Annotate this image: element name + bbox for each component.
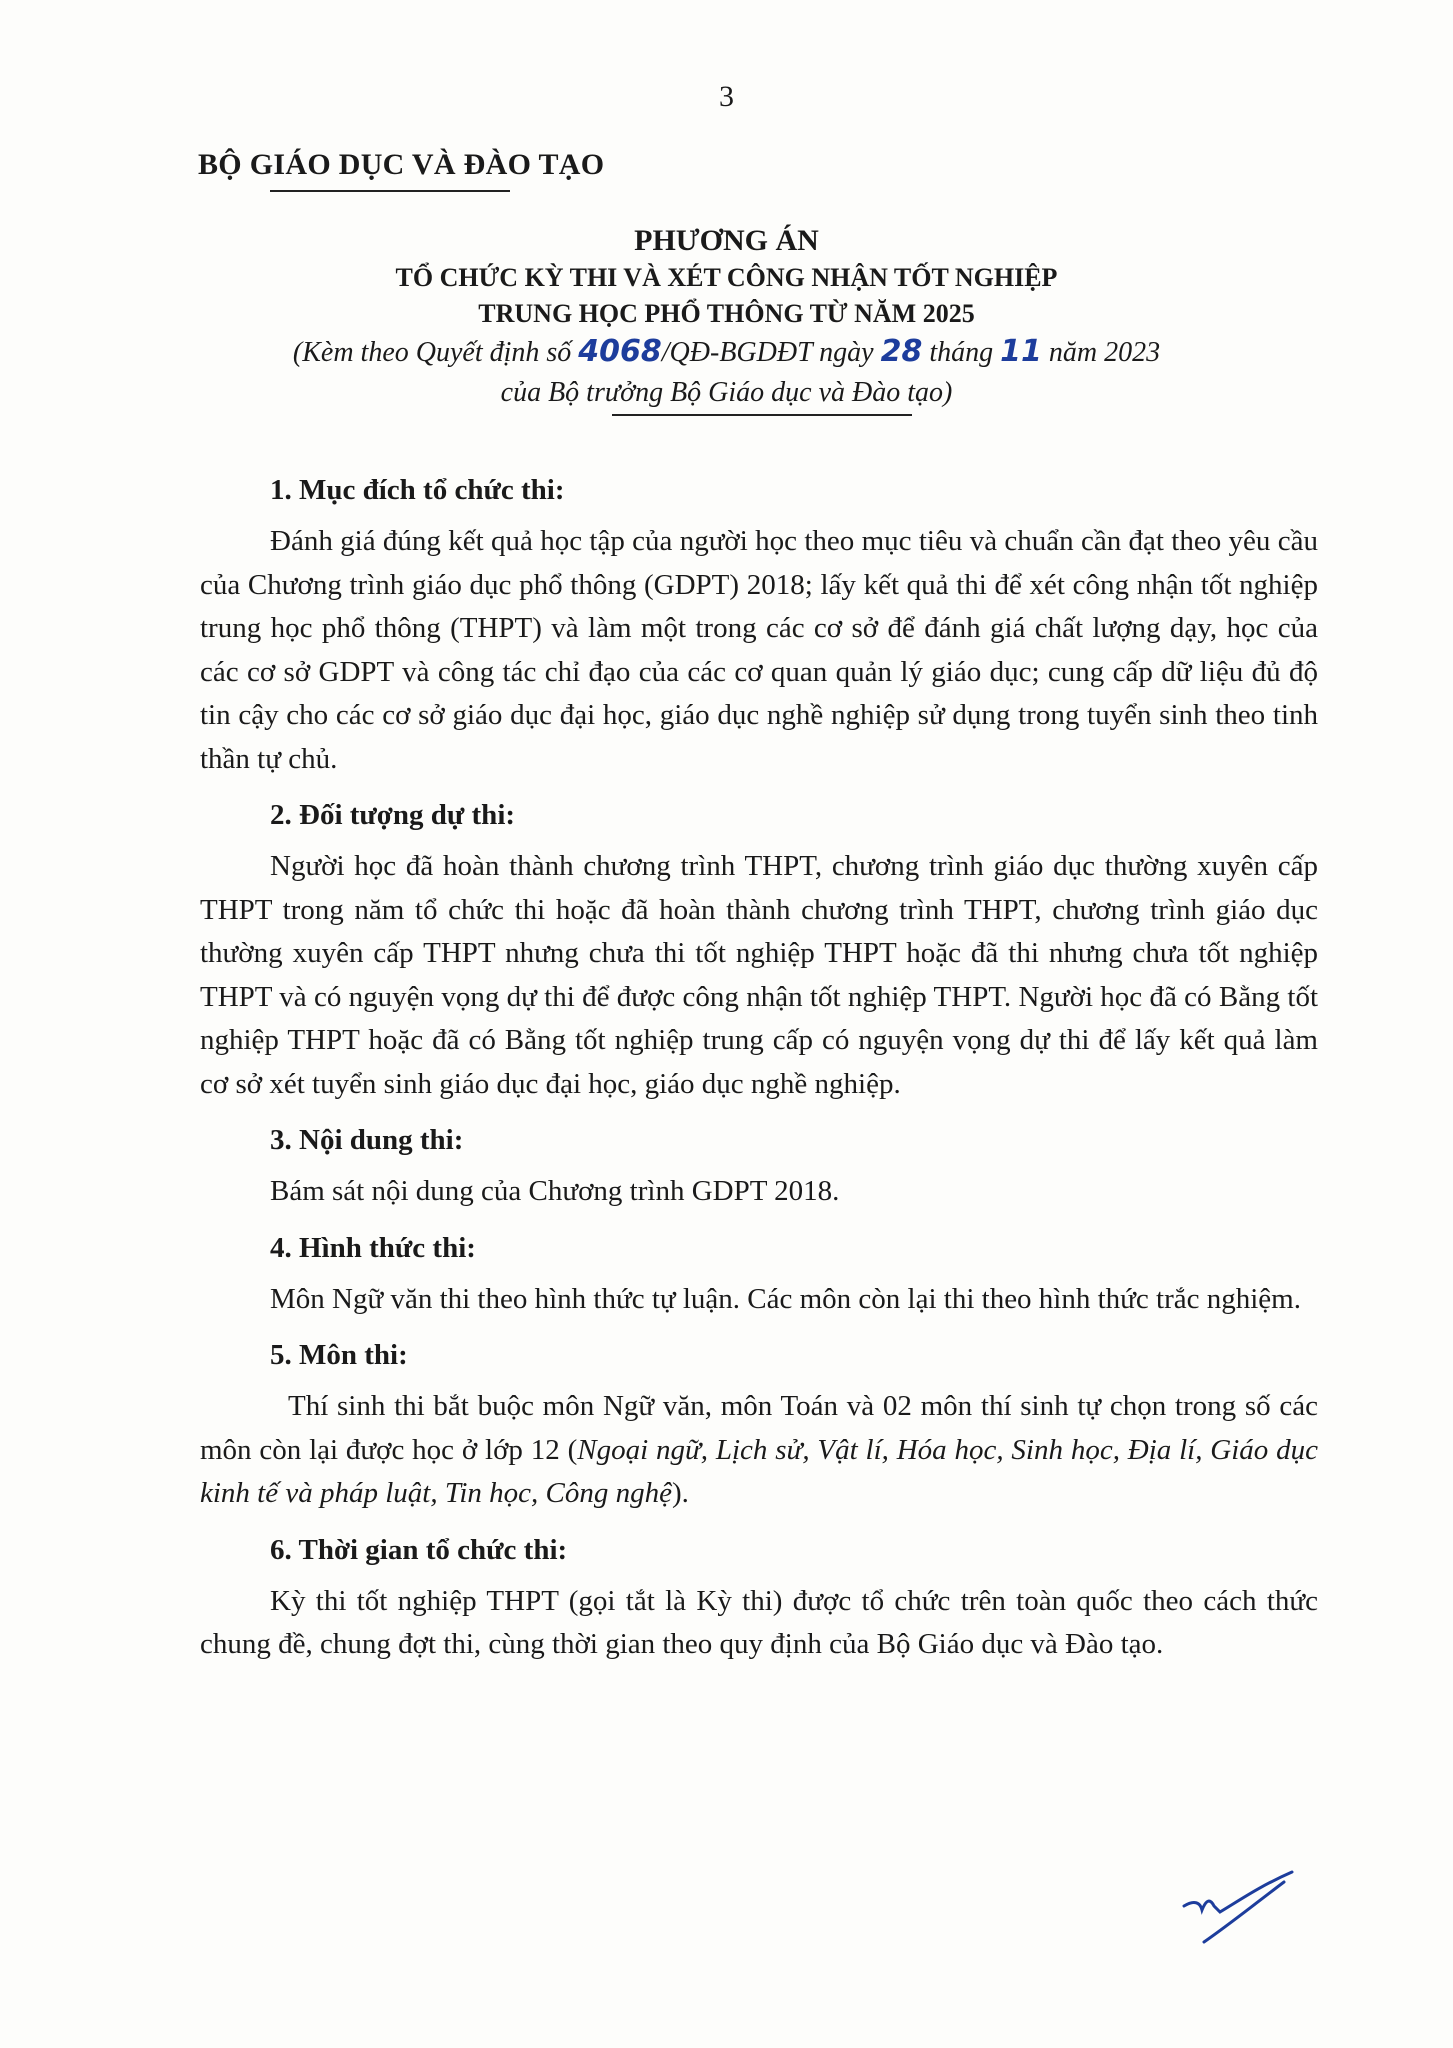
section-4-title: 4. Hình thức thi: [270,1231,476,1264]
document-subtitle-line1: TỔ CHỨC KỲ THI VÀ XÉT CÔNG NHẬN TỐT NGHIỆP [395,263,1058,292]
day-handwritten: 28 [880,334,923,369]
document-header [0,222,1453,413]
month-handwritten: 11 [1000,334,1042,369]
ministry-underline [270,190,510,192]
section-2-title: 2. Đối tượng dự thi: [270,799,516,831]
attachment-note [0,332,1453,373]
handwritten-initials-icon [1180,1870,1300,1950]
attachment-suffix: năm 2023 [1041,337,1161,368]
section-5-subject-list: Ngoại ngữ, Lịch sử, Vật lí, Hóa học, Sinh học, Địa lí, Giáo dục kinh tế và pháp luật, Tin học, Công nghệ [200,1433,1318,1509]
page-number: 3 [719,80,734,113]
decision-number-handwritten: 4068 [578,334,662,369]
attachment-mid2: tháng [922,337,1001,368]
section-3-text: Bám sát nội dung của Chương trình GDPT 2018. [270,1175,840,1207]
ministry-name: BỘ GIÁO DỤC VÀ ĐÀO TẠO [198,148,605,181]
section-5-text [200,1385,1318,1516]
section-6-title: 6. Thời gian tổ chức thi: [270,1533,568,1566]
document-title: PHƯƠNG ÁN [634,224,819,257]
document-subtitle-line2: TRUNG HỌC PHỔ THÔNG TỪ NĂM 2025 [478,299,975,328]
section-3-title: 3. Nội dung thi: [270,1124,464,1156]
section-5-text-suffix: ). [672,1477,689,1509]
section-2-text: Người học đã hoàn thành chương trình THPT, chương trình giáo dục thường xuyên cấp THPT trong năm tổ chức thi hoặc đã hoàn thành chương trình THPT, chương trình giáo dục thường xuyên cấp THPT nhưng chưa thi tốt nghiệp THPT hoặc đã thi nhưng chưa tốt nghiệp THPT và có nguyện vọng dự thi để được công nhận tốt nghiệp THPT. Người học đã có Bằng tốt nghiệp THPT hoặc đã có Bằng tốt nghiệp trung cấp có nguyện vọng dự thi để lấy kết quả làm cơ sở xét tuyển sinh giáo dục đại học, giáo dục nghề nghiệp. [200,850,1318,1100]
attachment-mid1: /QĐ-BGDĐT ngày [661,337,881,368]
document-body [200,470,1318,1681]
header-underline [612,414,912,416]
attachment-line2: của Bộ trưởng Bộ Giáo dục và Đào tạo) [500,377,953,408]
section-6-text: Kỳ thi tốt nghiệp THPT (gọi tắt là Kỳ thi) được tổ chức trên toàn quốc theo cách thức chung đề, chung đợt thi, cùng thời gian theo quy định của Bộ Giáo dục và Đào tạo. [200,1584,1318,1660]
section-1-text: Đánh giá đúng kết quả học tập của người học theo mục tiêu và chuẩn cần đạt theo yêu cầu của Chương trình giáo dục phổ thông (GDPT) 2018; lấy kết quả thi để xét công nhận tốt nghiệp trung học phổ thông (THPT) và làm một trong các cơ sở để đánh giá chất lượng dạy, học của các cơ sở GDPT và công tác chỉ đạo của các cơ quan quản lý giáo dục; cung cấp dữ liệu đủ độ tin cậy cho các cơ sở giáo dục đại học, giáo dục nghề nghiệp sử dụng trong tuyển sinh theo tinh thần tự chủ. [200,525,1318,775]
section-5-title: 5. Môn thi: [270,1339,408,1371]
section-1-title: 1. Mục đích tổ chức thi: [270,474,565,506]
section-4-text: Môn Ngữ văn thi theo hình thức tự luận. Các môn còn lại thi theo hình thức trắc nghiệm. [270,1282,1301,1315]
attachment-prefix: (Kèm theo Quyết định số [292,337,579,368]
section-5-text-prefix: Thí sinh thi bắt buộc môn Ngữ văn, môn Toán và 02 môn thí sinh tự chọn trong số các môn còn lại được học ở lớp 12 ( [200,1390,1318,1466]
